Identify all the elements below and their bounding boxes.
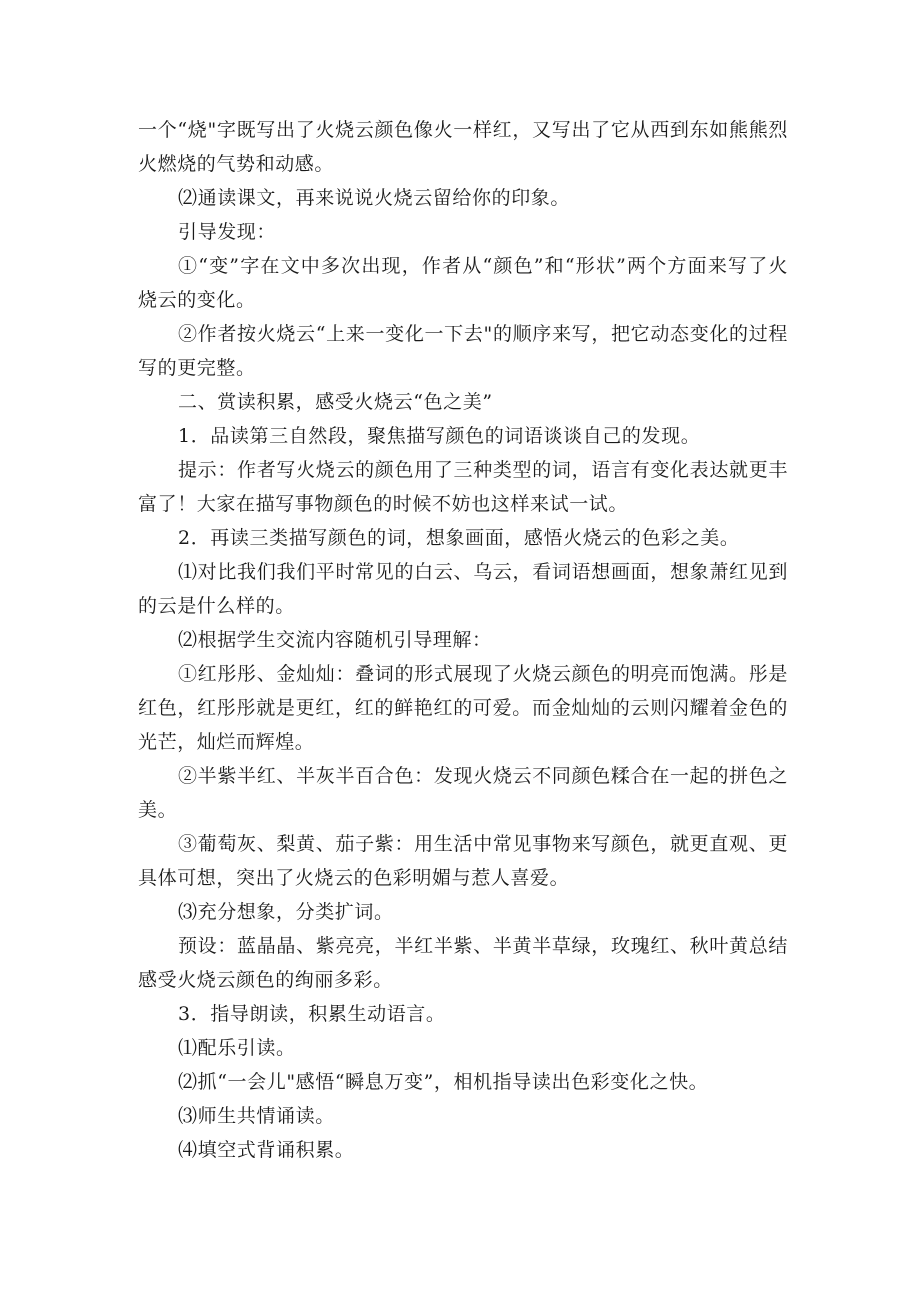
paragraph-17: 3．指导朗读，积累生动语言。 — [178, 1003, 446, 1025]
paragraph-12: ①红彤彤、金灿灿：叠词的形式展现了火烧云颜色的明亮而饱满。彤是红色，红彤彤就是更红，红的鲜艳红的可爱。而金灿灿的云则闪耀着金色的光芒，灿烂而辉煌。 — [138, 663, 788, 753]
paragraph-16: 预设：蓝晶晶、紫亮亮，半红半紫、半黄半草绿，玫瑰红、秋叶黄总结感受火烧云颜色的绚丽多彩。 — [138, 935, 788, 991]
paragraph-4: ①“变”字在文中多次出现，作者从“颜色”和“形状”两个方面来写了火烧云的变化。 — [138, 255, 788, 311]
paragraph-7: 1．品读第三自然段，聚焦描写颜色的词语谈谈自己的发现。 — [178, 425, 701, 447]
paragraph-3: 引导发现： — [178, 221, 277, 243]
paragraph-1: 一个“烧"字既写出了火烧云颜色像火一样红，又写出了它从西到东如熊熊烈火燃烧的气势和动感。 — [138, 119, 788, 175]
paragraph-13: ②半紫半红、半灰半百合色：发现火烧云不同颜色糅合在一起的拼色之美。 — [138, 765, 788, 821]
paragraph-15: ⑶充分想象，分类扩词。 — [178, 901, 394, 923]
paragraph-21: ⑷填空式背诵积累。 — [178, 1139, 355, 1161]
paragraph-14: ③葡萄灰、梨黄、茄子紫：用生活中常见事物来写颜色，就更直观、更具体可想，突出了火烧云的色彩明媚与惹人喜爱。 — [138, 833, 788, 889]
paragraph-19: ⑵抓“一会儿"感悟“瞬息万变”，相机指导读出色彩变化之快。 — [178, 1071, 709, 1093]
paragraph-2: ⑵通读课文，再来说说火烧云留给你的印象。 — [178, 187, 571, 209]
document-body — [138, 113, 788, 1167]
paragraph-10: ⑴对比我们我们平时常见的白云、乌云，看词语想画面，想象萧红见到的云是什么样的。 — [138, 561, 788, 617]
section-heading-2: 二、赏读积累，感受火烧云“色之美” — [178, 391, 493, 413]
paragraph-20: ⑶师生共情诵读。 — [178, 1105, 335, 1127]
paragraph-8: 提示：作者写火烧云的颜色用了三种类型的词，语言有变化表达就更丰富了！大家在描写事物颜色的时候不妨也这样来试一试。 — [138, 459, 788, 515]
paragraph-11: ⑵根据学生交流内容随机引导理解： — [178, 629, 492, 651]
paragraph-18: ⑴配乐引读。 — [178, 1037, 296, 1059]
paragraph-9: 2．再读三类描写颜色的词，想象画面，感悟火烧云的色彩之美。 — [178, 527, 740, 549]
paragraph-5: ②作者按火烧云“上来一变化一下去"的顺序来写，把它动态变化的过程写的更完整。 — [138, 323, 788, 379]
